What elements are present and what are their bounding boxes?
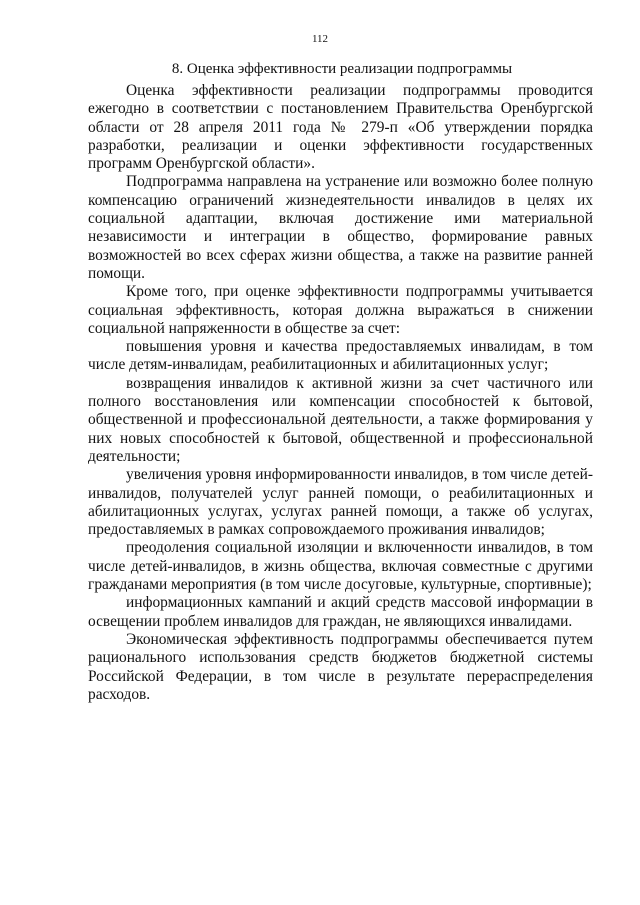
paragraph-economic-efficiency: Экономическая эффективность подпрограммы обеспечивается путем рационального использования средств бюджетов бюджетной системы Российской Федерации, в том числе в результате перераспределения расходов. bbox=[88, 630, 593, 703]
list-item-media-campaigns: информационных кампаний и акций средств массовой информации в освещении проблем инвалидов для граждан, не являющихся инвалидами. bbox=[88, 594, 593, 630]
list-item-social-inclusion: преодоления социальной изоляции и включенности инвалидов, в том числе детей-инвалидов, в жизнь общества, включая совместные с другими гражданами мероприятия (в том числе досуговые, культурные, спортивные); bbox=[88, 539, 593, 594]
page-number: 112 bbox=[311, 33, 329, 45]
paragraph-subprogram-goal: Подпрограмма направлена на устранение или возможно более полную компенсацию ограничений жизнедеятельности инвалидов в целях их социальной адаптации, включая достижение ими материальной независимости и интеграции в общество, формирование равных возможностей во всех сферах жизни общества, а также на развитие ранней помощи. bbox=[88, 173, 593, 282]
paragraph-social-efficiency: Кроме того, при оценке эффективности подпрограммы учитывается социальная эффективность, которая должна выражаться в снижении социальной напряженности в обществе за счет: bbox=[88, 283, 593, 337]
document-body bbox=[88, 82, 593, 704]
paragraph-efficiency-assessment: Оценка эффективности реализации подпрограммы проводится ежегодно в соответствии с постановлением Правительства Оренбургской области от 28 апреля 2011 года № 279-п «Об утверждении порядка разработки, реализации и оценки эффективности государственных программ Оренбургской области». bbox=[88, 82, 593, 173]
list-item-return-active-life: возвращения инвалидов к активной жизни за счет частичного или полного восстановления или компенсации способностей к бытовой, общественной и профессиональной деятельности, а также формирования у них новых способностей к бытовой, общественной и профессиональной деятельности; bbox=[88, 374, 593, 465]
list-item-awareness: увеличения уровня информированности инвалидов, в том числе детей-инвалидов, получателей услуг ранней помощи, о реабилитационных и абилитационных услугах, услугах ранней помощи, а также об услугах, предоставляемых в рамках сопровождаемого проживания инвалидов; bbox=[88, 466, 593, 539]
list-item-service-quality: повышения уровня и качества предоставляемых инвалидам, в том числе детям-инвалидам, реабилитационных и абилитационных услуг; bbox=[88, 338, 593, 374]
section-title: 8. Оценка эффективности реализации подпрограммы bbox=[171, 61, 513, 77]
